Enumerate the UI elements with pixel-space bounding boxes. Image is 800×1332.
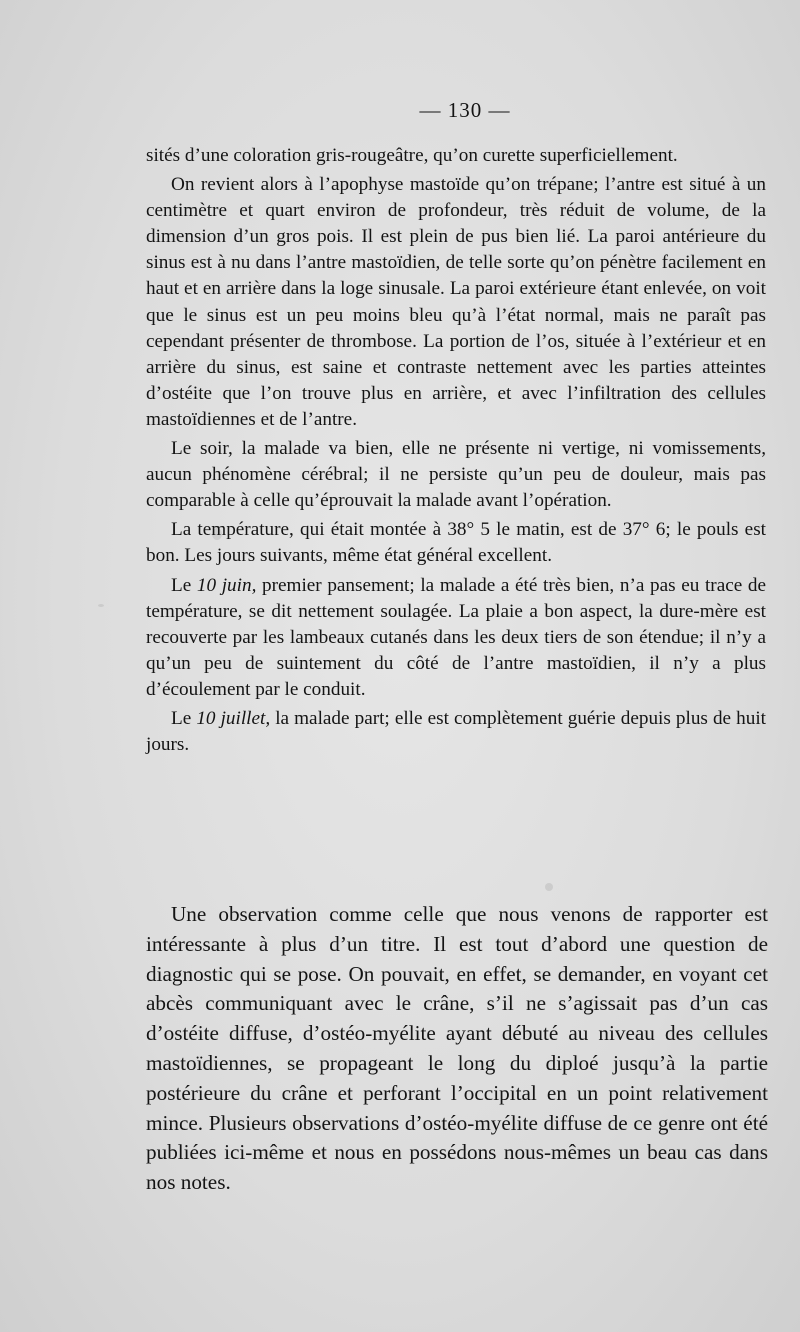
paragraph: sités d’une coloration gris-rougeâtre, qu’on curette superficiellement. [146, 145, 678, 166]
paragraph: On revient alors à l’apophyse mastoïde qu’on trépane; l’antre est situé à un centimètre et quart environ de profondeur, très réduit de volume, de la dimension d’un gros pois. Il est plein de pus bien lié. La paroi antérieure du sinus est à nu dans l’antre mastoïdien, de telle sorte qu’on pénètre facilement en haut et en arrière dans la loge sinusale. La paroi extérieure étant enlevée, on voit que le sinus est un peu moins bleu qu’à l’état normal, mais ne paraît pas cependant présenter de thrombose. La portion de l’os, située à l’extérieur et en arrière du sinus, est saine et contraste nettement avec les parties atteintes d’ostéite que l’on trouve plus en arrière, et avec l’infiltration des cellules mastoïdiennes et de l’antre. [146, 174, 766, 430]
page-number: — 130 — [419, 98, 511, 122]
paragraph: Le 10 juillet, la malade part; elle est complètement guérie depuis plus de huit jours. [146, 707, 766, 756]
paragraph: Une observation comme celle que nous venons de rapporter est intéressante à plus d’un titre. Il est tout d’abord une question de diagnostic qui se pose. On pouvait, en effet, se demander, en voyant cet abcès communiquant avec le crâne, s’il ne s’agissait pas d’un cas d’ostéite diffuse, d’ostéo-myélite ayant débuté au niveau des cellules mastoïdiennes, se propageant le long du diploé jusqu’à la partie postérieure du crâne et perforant l’occipital en un point relativement mince. Plusieurs observations d’ostéo-myélite diffuse de ce genre ont été publiées ici-même et nous en possédons nous-mêmes un beau cas dans nos notes. [146, 902, 768, 1195]
paragraph: Le soir, la malade va bien, elle ne présente ni vertige, ni vomissements, aucun phénomène cérébral; il ne persiste qu’un peu de douleur, mais pas comparable à celle qu’éprouvait la malade avant l’opération. [146, 438, 766, 512]
paragraph: La température, qui était montée à 38° 5 le matin, est de 37° 6; le pouls est bon. Les jours suivants, même état général excellent. [146, 519, 766, 567]
date-italic: 10 juillet, [196, 707, 271, 729]
commentary-text [146, 900, 768, 1198]
date-italic: 10 juin, [196, 574, 257, 596]
observation-text [146, 143, 766, 758]
paper-stain [545, 883, 553, 891]
paper-stain [98, 604, 104, 607]
paragraph: Le 10 juin, premier pansement; la malade a été très bien, n’a pas eu trace de température, se dit nettement soulagée. La plaie a bon aspect, la dure-mère est recouverte par les lambeaux cutanés dans les deux tiers de son étendue; il n’y a qu’un peu de suintement du côté de l’antre mastoïdien, il n’y a plus d’écoulement par le conduit. [146, 574, 766, 700]
